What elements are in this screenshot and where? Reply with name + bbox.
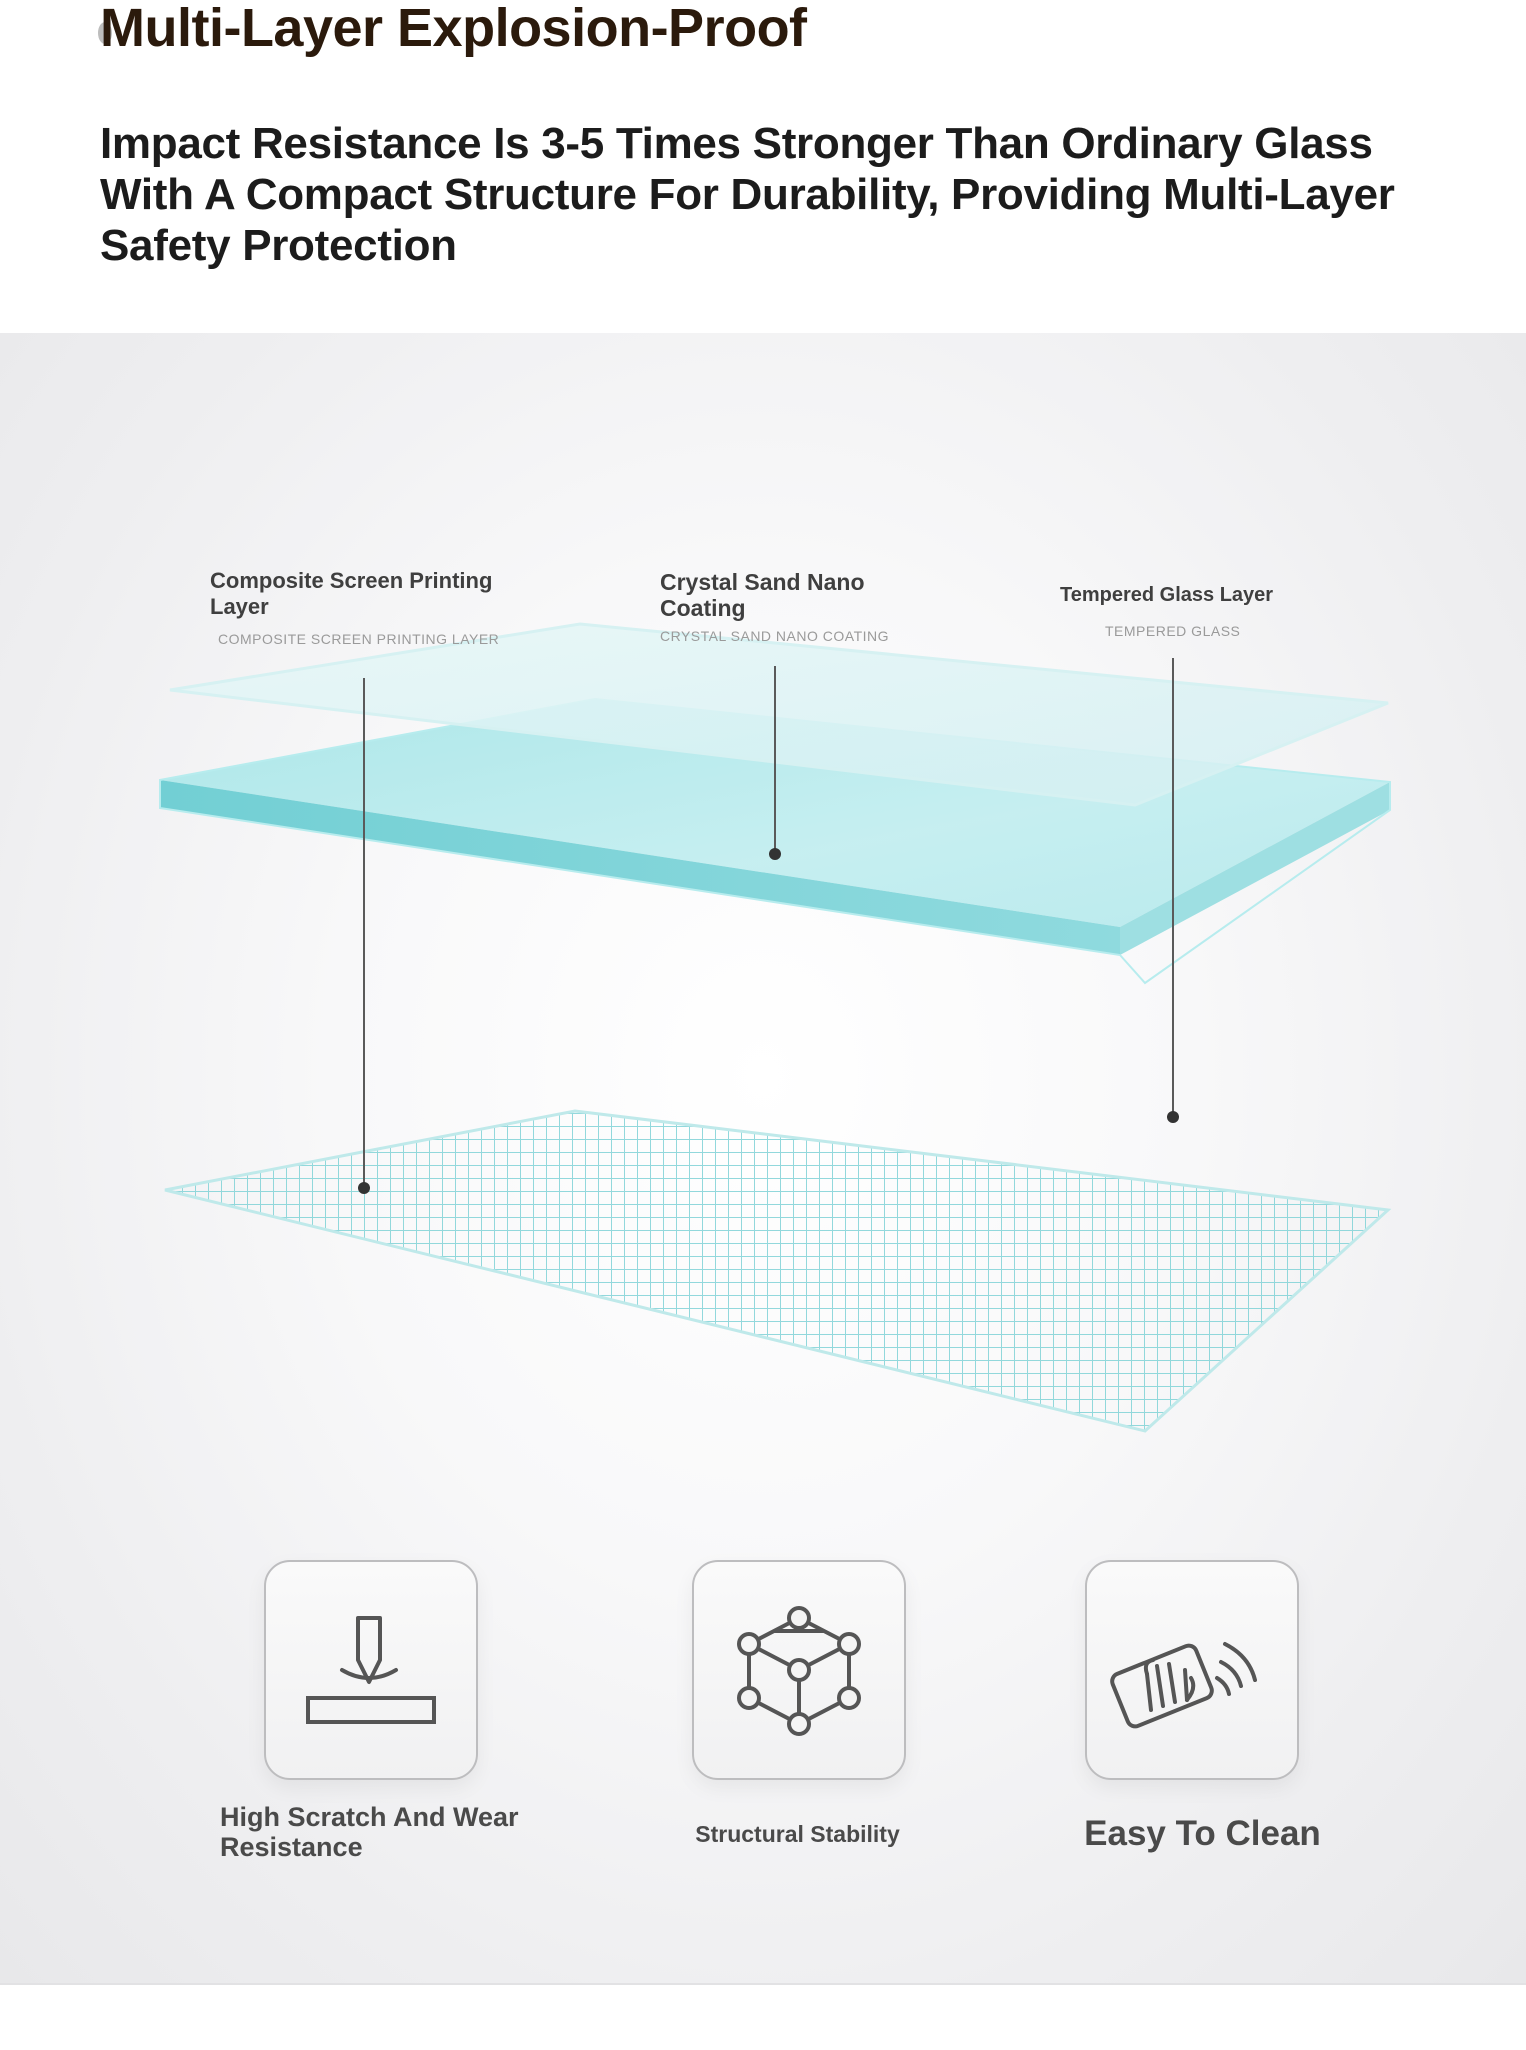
feature-label-stability: Structural Stability (695, 1821, 900, 1847)
bottom-strip (0, 1983, 1526, 2050)
page-subtitle: Impact Resistance Is 3-5 Times Stronger Than Ordinary Glass With A Compact Structure For Durability, Providing Multi-Layer Safety Protection (100, 119, 1395, 270)
feature-structural-stability (692, 1560, 906, 1780)
wipe-clean-icon (1087, 1562, 1297, 1778)
callout-nano-coating (660, 569, 920, 649)
callout-screen-printing (210, 568, 540, 652)
callout-subtitle: TEMPERED GLASS (1105, 623, 1241, 639)
callout-subtitle: CRYSTAL SAND NANO COATING (660, 628, 890, 644)
feature-easy-to-clean (1085, 1560, 1299, 1780)
feature-label-clean: Easy To Clean (1084, 1814, 1321, 1853)
callout-title: Tempered Glass Layer (1060, 584, 1274, 606)
page-title: Multi-Layer Explosion-Proof (100, 0, 807, 58)
feature-label-scratch: High Scratch And Wear Resistance (220, 1802, 519, 1862)
callout-title: Composite Screen Printing Layer (210, 568, 493, 619)
grid-layer (165, 1111, 1388, 1431)
callout-subtitle: COMPOSITE SCREEN PRINTING LAYER (218, 631, 500, 647)
feature-scratch-resistance (264, 1560, 478, 1780)
layer-diagram (0, 333, 1526, 1533)
scratch-resistance-icon (266, 1562, 476, 1778)
callout-title: Crystal Sand Nano Coating (660, 569, 865, 621)
molecular-structure-icon (694, 1562, 904, 1778)
callout-tempered-glass (1060, 582, 1350, 644)
